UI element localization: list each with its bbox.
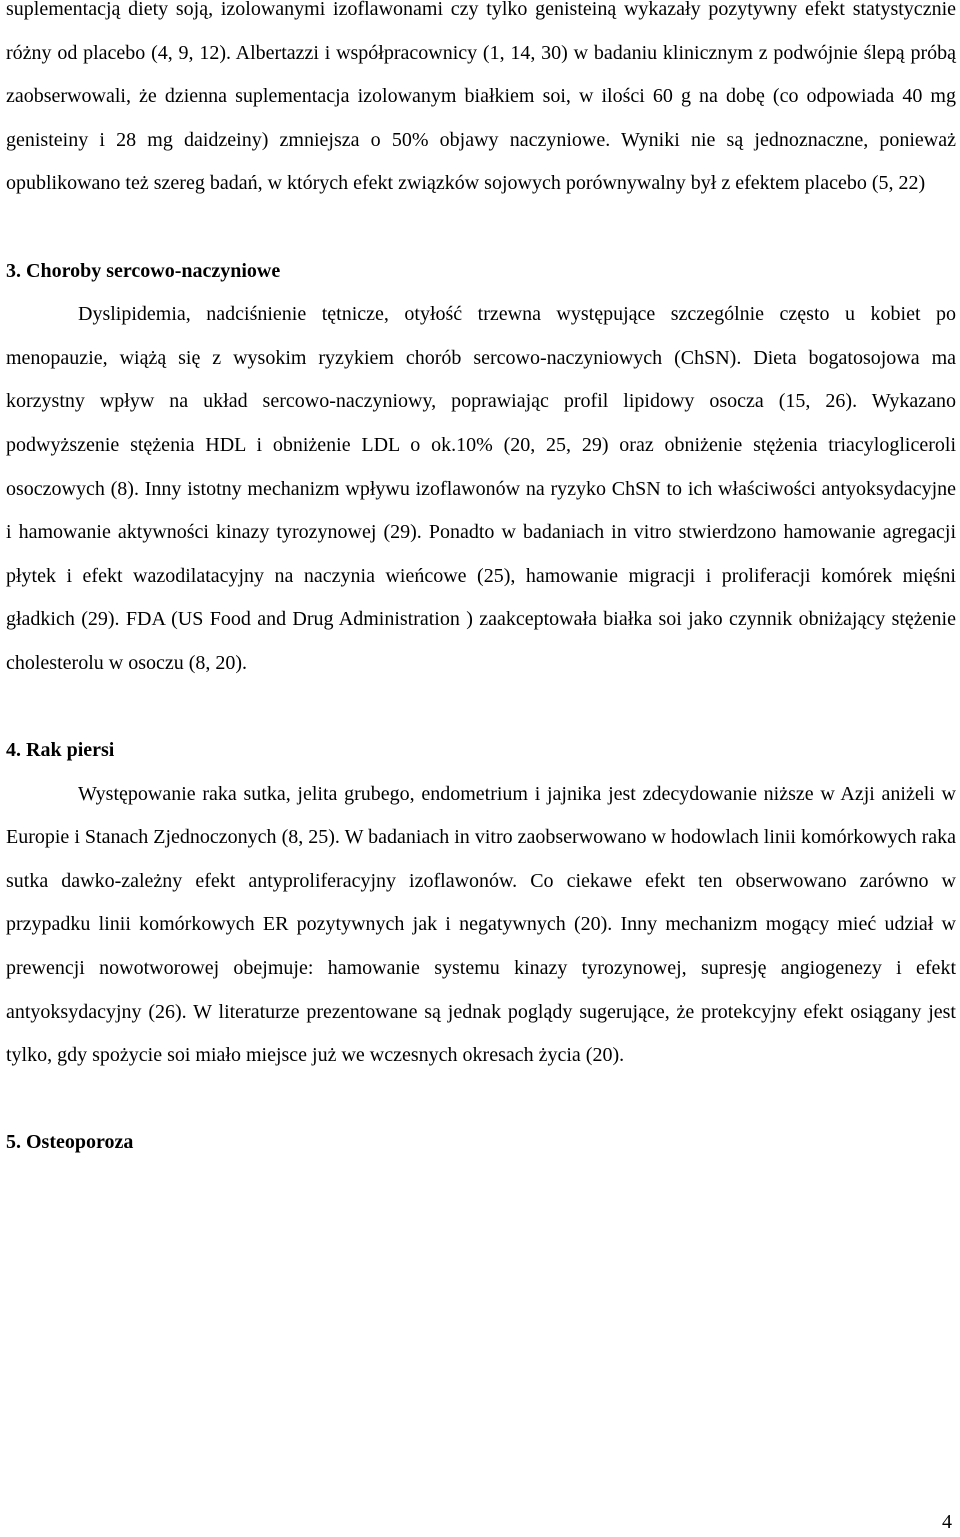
- spacer: [6, 686, 956, 730]
- section-heading-breast-cancer: 4. Rak piersi: [6, 739, 115, 762]
- breast-cancer-paragraph: Występowanie raka sutka, jelita grubego, endometrium i jajnika jest zdecydowanie niższe w Azji aniżeli w Europie i Stanach Zjednoczonych (8, 25). W badaniach in vitro zaobserwowano w hodowlach linii komórkowych raka sutka dawko-zależny efekt antyproliferacyjny izoflawonów. Co ciekawe efekt ten obserwowano zarówno w przypadku linii komórkowych ER pozytywnych jak i negatywnych (20). Inny mechanizm mogący mieć udział w prewencji nowotworowej obejmuje: hamowanie systemu kinazy tyrozynowej, supresję angiogenezy i efekt antyoksydacyjny (26). W literaturze prezentowane są jednak poglądy sugerujące, że protekcyjny efekt osiągany jest tylko, gdy spożycie soi miało miejsce już we wczesnych okresach życia (20).: [6, 782, 956, 1067]
- page-number: 4: [942, 1511, 952, 1533]
- spacer: [6, 206, 956, 250]
- document-page: [6, 0, 956, 1165]
- section-heading-cardiovascular: 3. Choroby sercowo-naczyniowe: [6, 259, 281, 282]
- section-heading-osteoporosis: 5. Osteoporoza: [6, 1131, 134, 1154]
- spacer: [6, 1078, 956, 1122]
- cardiovascular-paragraph: Dyslipidemia, nadciśnienie tętnicze, otyłość trzewna występujące szczególnie często u kobiet po menopauzie, wiążą się z wysokim ryzykiem chorób sercowo-naczyniowych (ChSN). Dieta bogatosojowa ma korzystny wpływ na układ sercowo-naczyniowy, poprawiając profil lipidowy osocza (15, 26). Wykazano podwyższenie stężenia HDL i obniżenie LDL o ok.10% (20, 25, 29) oraz obniżenie stężenia triacylogliceroli osoczowych (8). Inny istotny mechanizm wpływu izoflawonów na ryzyko ChSN to ich właściwości antyoksydacyjne i hamowanie aktywności kinazy tyrozynowej (29). Ponadto w badaniach in vitro stwierdzono hamowanie agregacji płytek i efekt wazodilatacyjny na naczynia wieńcowe (25), hamowanie migracji i proliferacji komórek mięśni gładkich (29). FDA (US Food and Drug Administration ) zaakceptowała białka soi jako czynnik obniżający stężenie cholesterolu w osoczu (8, 20).: [6, 303, 956, 674]
- intro-paragraph: suplementacją diety soją, izolowanymi izoflawonami czy tylko genisteiną wykazały pozytywny efekt statystycznie różny od placebo (4, 9, 12). Albertazzi i współpracownicy (1, 14, 30) w badaniu klinicznym z podwójnie ślepą próbą zaobserwowali, że dzienna suplementacja izolowanym białkiem soi, w ilości 60 g na dobę (co odpowiada 40 mg genisteiny i 28 mg daidzeiny) zmniejsza o 50% objawy naczyniowe. Wyniki nie są jednoznaczne, ponieważ opublikowano też szereg badań, w których efekt związków sojowych porównywalny był z efektem placebo (5, 22): [6, 0, 956, 195]
